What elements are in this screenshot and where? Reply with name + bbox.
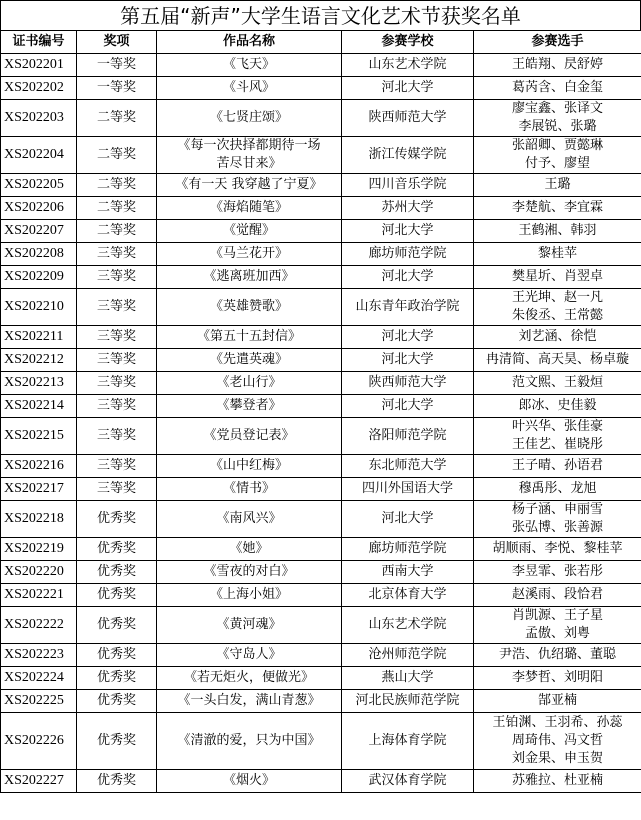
table-row (1, 501, 641, 538)
school-cell: 河北大学 (342, 395, 474, 418)
award-cell: 三等奖 (77, 243, 157, 266)
cert-id-cell: XS202205 (1, 174, 77, 197)
work-cell (157, 77, 342, 100)
award-cell: 三等奖 (77, 478, 157, 501)
school-cell: 武汉体育学院 (342, 770, 474, 793)
cert-id-cell: XS202219 (1, 538, 77, 561)
work-cell-line: 《海焰随笔》 (209, 200, 288, 215)
page-title: 第五届“新声”大学生语言文化艺术节获奖名单 (0, 0, 641, 30)
players-cell-line: 叶兴华、张佳豪 (511, 419, 603, 434)
award-table (0, 30, 641, 793)
table-row (1, 644, 641, 667)
work-cell-line: 《守岛人》 (216, 647, 282, 662)
table-row (1, 395, 641, 418)
table-row (1, 54, 641, 77)
players-cell (474, 395, 641, 418)
table-row (1, 690, 641, 713)
players-cell (474, 174, 641, 197)
work-cell (157, 770, 342, 793)
work-cell (157, 220, 342, 243)
award-cell: 优秀奖 (77, 584, 157, 607)
players-cell-line: 黎桂苹 (537, 246, 577, 261)
cert-id-cell: XS202207 (1, 220, 77, 243)
table-row (1, 418, 641, 455)
players-cell-line: 王光坤、赵一凡 (511, 290, 603, 305)
work-cell-line: 《觉醒》 (222, 223, 275, 238)
players-cell-line: 李昱霏、张若彤 (511, 564, 603, 579)
work-cell-line: 《清澈的爱，只为中国》 (177, 733, 321, 748)
school-cell: 北京体育大学 (342, 584, 474, 607)
work-cell-line: 《第五十五封信》 (196, 329, 301, 344)
header-cert-id: 证书编号 (1, 31, 77, 54)
players-cell-line: 王铂渊、王羽希、孙蕊 (492, 715, 623, 730)
work-cell-line: 《逃离班加西》 (203, 269, 295, 284)
award-cell: 优秀奖 (77, 713, 157, 770)
table-row (1, 349, 641, 372)
players-cell (474, 220, 641, 243)
players-cell (474, 54, 641, 77)
school-cell: 四川外国语大学 (342, 478, 474, 501)
award-cell: 一等奖 (77, 54, 157, 77)
work-cell (157, 243, 342, 266)
players-cell-line: 樊星圻、肖翌卓 (511, 269, 603, 284)
school-cell: 河北大学 (342, 349, 474, 372)
cert-id-cell: XS202222 (1, 607, 77, 644)
header-school: 参赛学校 (342, 31, 474, 54)
work-cell (157, 418, 342, 455)
table-row (1, 538, 641, 561)
players-cell (474, 349, 641, 372)
school-cell: 河北大学 (342, 326, 474, 349)
players-cell-line: 李展锐、张璐 (518, 119, 597, 134)
table-row (1, 197, 641, 220)
work-cell (157, 607, 342, 644)
players-cell (474, 266, 641, 289)
award-cell: 三等奖 (77, 349, 157, 372)
table-row (1, 100, 641, 137)
players-cell (474, 667, 641, 690)
players-cell (474, 137, 641, 174)
work-cell-line: 《雪夜的对白》 (203, 564, 295, 579)
players-cell-line: 穆禹彤、龙旭 (518, 481, 597, 496)
cert-id-cell: XS202209 (1, 266, 77, 289)
work-cell-line: 《她》 (229, 541, 269, 556)
table-header-row (1, 31, 641, 54)
work-cell-line: 《斗风》 (222, 80, 275, 95)
players-cell (474, 197, 641, 220)
players-cell (474, 607, 641, 644)
award-cell: 优秀奖 (77, 667, 157, 690)
players-cell (474, 77, 641, 100)
school-cell: 廊坊师范学院 (342, 538, 474, 561)
cert-id-cell: XS202206 (1, 197, 77, 220)
work-cell-line: 《先遣英魂》 (209, 352, 288, 367)
school-cell: 东北师范大学 (342, 455, 474, 478)
school-cell: 山东艺术学院 (342, 54, 474, 77)
award-cell: 优秀奖 (77, 607, 157, 644)
work-cell (157, 266, 342, 289)
players-cell-line: 付予、廖望 (524, 156, 590, 171)
players-cell-line: 李梦哲、刘明阳 (511, 670, 603, 685)
award-cell: 三等奖 (77, 266, 157, 289)
award-cell: 三等奖 (77, 372, 157, 395)
players-cell-line: 王佳艺、崔晓彤 (511, 437, 603, 452)
award-cell: 优秀奖 (77, 538, 157, 561)
players-cell (474, 584, 641, 607)
cert-id-cell: XS202212 (1, 349, 77, 372)
players-cell-line: 葛芮含、白金玺 (511, 80, 603, 95)
school-cell: 浙江传媒学院 (342, 137, 474, 174)
work-cell (157, 584, 342, 607)
work-cell (157, 561, 342, 584)
work-cell (157, 690, 342, 713)
cert-id-cell: XS202210 (1, 289, 77, 326)
cert-id-cell: XS202201 (1, 54, 77, 77)
work-cell-line: 《有一天 我穿越了宁夏》 (175, 177, 323, 192)
award-cell: 一等奖 (77, 77, 157, 100)
work-cell-line: 《攀登者》 (216, 398, 282, 413)
work-cell-line: 《南风兴》 (216, 511, 282, 526)
players-cell-line: 廖宝鑫、张译文 (511, 101, 603, 116)
award-cell: 优秀奖 (77, 561, 157, 584)
cert-id-cell: XS202227 (1, 770, 77, 793)
cert-id-cell: XS202211 (1, 326, 77, 349)
work-cell-line: 《七贤庄颂》 (209, 110, 288, 125)
school-cell: 苏州大学 (342, 197, 474, 220)
table-row (1, 713, 641, 770)
award-cell: 三等奖 (77, 289, 157, 326)
players-cell-line: 胡顺雨、李悦、黎桂苹 (492, 541, 623, 556)
players-cell (474, 243, 641, 266)
school-cell: 河北大学 (342, 220, 474, 243)
cert-id-cell: XS202202 (1, 77, 77, 100)
players-cell-line: 朱俊丞、王常懿 (511, 308, 603, 323)
school-cell: 四川音乐学院 (342, 174, 474, 197)
school-cell: 陕西师范大学 (342, 100, 474, 137)
school-cell: 廊坊师范学院 (342, 243, 474, 266)
players-cell (474, 644, 641, 667)
table-row (1, 77, 641, 100)
players-cell (474, 372, 641, 395)
work-cell-line: 苦尽甘来》 (216, 156, 282, 171)
award-cell: 三等奖 (77, 418, 157, 455)
work-cell-line: 《每一次抉择都期待一场 (177, 138, 321, 153)
players-cell (474, 690, 641, 713)
cert-id-cell: XS202203 (1, 100, 77, 137)
award-cell: 三等奖 (77, 326, 157, 349)
players-cell-line: 张弘博、张善源 (511, 520, 603, 535)
players-cell-line: 王子晴、孙语君 (511, 458, 603, 473)
work-cell (157, 349, 342, 372)
players-cell (474, 478, 641, 501)
award-cell: 二等奖 (77, 137, 157, 174)
work-cell (157, 713, 342, 770)
players-cell-line: 张韶卿、贾懿琳 (511, 138, 603, 153)
players-cell (474, 455, 641, 478)
award-cell: 二等奖 (77, 220, 157, 243)
cert-id-cell: XS202225 (1, 690, 77, 713)
cert-id-cell: XS202216 (1, 455, 77, 478)
work-cell-line: 《上海小姐》 (209, 587, 288, 602)
work-cell (157, 289, 342, 326)
players-cell-line: 尹浩、仇绍璐、董聪 (498, 647, 616, 662)
award-cell: 优秀奖 (77, 690, 157, 713)
award-cell: 二等奖 (77, 197, 157, 220)
work-cell-line: 《党员登记表》 (203, 428, 295, 443)
school-cell: 河北大学 (342, 501, 474, 538)
cert-id-cell: XS202214 (1, 395, 77, 418)
players-cell (474, 561, 641, 584)
cert-id-cell: XS202224 (1, 667, 77, 690)
table-row (1, 137, 641, 174)
table-row (1, 372, 641, 395)
work-cell-line: 《老山行》 (216, 375, 282, 390)
players-cell-line: 郜亚楠 (537, 693, 577, 708)
work-cell-line: 《情书》 (222, 481, 275, 496)
work-cell-line: 《黄河魂》 (216, 617, 282, 632)
award-cell: 优秀奖 (77, 770, 157, 793)
school-cell: 西南大学 (342, 561, 474, 584)
work-cell (157, 501, 342, 538)
school-cell: 陕西师范大学 (342, 372, 474, 395)
work-cell (157, 538, 342, 561)
players-cell-line: 赵溪雨、段恰君 (511, 587, 603, 602)
table-row (1, 667, 641, 690)
school-cell: 河北民族师范学院 (342, 690, 474, 713)
work-cell (157, 54, 342, 77)
table-row (1, 478, 641, 501)
cert-id-cell: XS202218 (1, 501, 77, 538)
work-cell (157, 137, 342, 174)
header-work: 作品名称 (157, 31, 342, 54)
table-row (1, 584, 641, 607)
work-cell (157, 395, 342, 418)
award-cell: 三等奖 (77, 395, 157, 418)
players-cell (474, 501, 641, 538)
work-cell (157, 667, 342, 690)
work-cell-line: 《英雄赞歌》 (209, 299, 288, 314)
players-cell-line: 范文熙、王毅烜 (511, 375, 603, 390)
cert-id-cell: XS202217 (1, 478, 77, 501)
players-cell-line: 周琦伟、冯文哲 (511, 733, 603, 748)
players-cell-line: 刘金果、申玉贺 (511, 751, 603, 766)
school-cell: 山东艺术学院 (342, 607, 474, 644)
cert-id-cell: XS202226 (1, 713, 77, 770)
work-cell (157, 455, 342, 478)
award-cell: 二等奖 (77, 100, 157, 137)
school-cell: 河北大学 (342, 266, 474, 289)
work-cell-line: 《若无炬火，便做光》 (183, 670, 314, 685)
players-cell (474, 418, 641, 455)
players-cell (474, 100, 641, 137)
table-row (1, 770, 641, 793)
school-cell: 沧州师范学院 (342, 644, 474, 667)
work-cell-line: 《马兰花开》 (209, 246, 288, 261)
cert-id-cell: XS202213 (1, 372, 77, 395)
cert-id-cell: XS202204 (1, 137, 77, 174)
work-cell (157, 197, 342, 220)
cert-id-cell: XS202223 (1, 644, 77, 667)
players-cell-line: 冉清简、高天昊、杨卓璇 (485, 352, 629, 367)
work-cell-line: 《烟火》 (222, 773, 275, 788)
school-cell: 山东青年政治学院 (342, 289, 474, 326)
players-cell-line: 王璐 (544, 177, 571, 192)
header-award: 奖项 (77, 31, 157, 54)
players-cell (474, 289, 641, 326)
cert-id-cell: XS202221 (1, 584, 77, 607)
cert-id-cell: XS202220 (1, 561, 77, 584)
table-row (1, 243, 641, 266)
award-cell: 优秀奖 (77, 501, 157, 538)
players-cell-line: 李楚航、李宜霖 (511, 200, 603, 215)
players-cell (474, 713, 641, 770)
award-cell: 二等奖 (77, 174, 157, 197)
players-cell-line: 孟傲、刘粤 (524, 626, 590, 641)
table-row (1, 561, 641, 584)
players-cell-line: 杨子涵、申丽雪 (511, 502, 603, 517)
players-cell (474, 770, 641, 793)
school-cell: 河北大学 (342, 77, 474, 100)
work-cell (157, 478, 342, 501)
work-cell-line: 《一头白发，满山青葱》 (177, 693, 321, 708)
work-cell (157, 644, 342, 667)
table-body (1, 54, 641, 793)
work-cell (157, 372, 342, 395)
players-cell (474, 538, 641, 561)
award-cell: 优秀奖 (77, 644, 157, 667)
work-cell (157, 326, 342, 349)
players-cell-line: 肖凯源、王子星 (511, 608, 603, 623)
players-cell-line: 郎冰、史佳毅 (518, 398, 597, 413)
table-row (1, 326, 641, 349)
players-cell-line: 刘艺涵、徐恺 (518, 329, 597, 344)
table-row (1, 220, 641, 243)
table-row (1, 455, 641, 478)
cert-id-cell: XS202215 (1, 418, 77, 455)
school-cell: 燕山大学 (342, 667, 474, 690)
work-cell-line: 《山中红梅》 (209, 458, 288, 473)
players-cell-line: 王皓翔、昃舒婷 (511, 57, 603, 72)
school-cell: 上海体育学院 (342, 713, 474, 770)
work-cell (157, 100, 342, 137)
cert-id-cell: XS202208 (1, 243, 77, 266)
players-cell (474, 326, 641, 349)
table-row (1, 607, 641, 644)
table-row (1, 289, 641, 326)
work-cell (157, 174, 342, 197)
school-cell: 洛阳师范学院 (342, 418, 474, 455)
table-row (1, 266, 641, 289)
players-cell-line: 苏雅拉、杜亚楠 (511, 773, 603, 788)
award-cell: 三等奖 (77, 455, 157, 478)
players-cell-line: 王鹤湘、韩羽 (518, 223, 597, 238)
work-cell-line: 《飞天》 (222, 57, 275, 72)
header-players: 参赛选手 (474, 31, 641, 54)
table-row (1, 174, 641, 197)
